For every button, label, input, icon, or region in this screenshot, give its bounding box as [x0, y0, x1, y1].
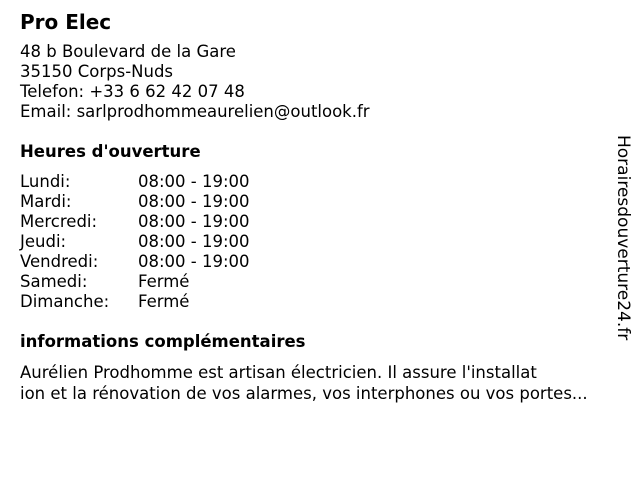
info-title: informations complémentaires: [20, 332, 306, 351]
hours-table: [20, 172, 610, 312]
hours-time: Fermé: [138, 292, 190, 311]
hours-day: Jeudi:: [20, 232, 67, 251]
email-line: Email: sarlprodhommeaurelien@outlook.fr: [20, 102, 370, 121]
hours-row: [20, 292, 610, 312]
hours-row: [20, 172, 610, 192]
hours-row: [20, 192, 610, 212]
hours-day: Samedi:: [20, 272, 88, 291]
hours-day: Mardi:: [20, 192, 72, 211]
hours-day: Lundi:: [20, 172, 71, 191]
watermark-text: Horairesdouverture24.fr: [613, 135, 633, 341]
hours-row: [20, 212, 610, 232]
info-description: Aurélien Prodhomme est artisan électricien. Il assure l'installat ion et la rénovation de vos alarmes, vos interphones ou vos portes...: [20, 363, 588, 403]
business-name: Pro Elec: [20, 10, 112, 34]
hours-day: Mercredi:: [20, 212, 98, 231]
hours-time: 08:00 - 19:00: [138, 172, 250, 191]
hours-time: 08:00 - 19:00: [138, 212, 250, 231]
address-line-2: 35150 Corps-Nuds: [20, 62, 174, 81]
business-card: [20, 8, 610, 404]
hours-row: [20, 232, 610, 252]
address-line-1: 48 b Boulevard de la Gare: [20, 42, 236, 61]
hours-title: Heures d'ouverture: [20, 142, 201, 161]
hours-day: Dimanche:: [20, 292, 110, 311]
hours-day: Vendredi:: [20, 252, 99, 271]
phone-line: Telefon: +33 6 62 42 07 48: [20, 82, 245, 101]
hours-time: 08:00 - 19:00: [138, 232, 250, 251]
hours-time: 08:00 - 19:00: [138, 252, 250, 271]
hours-time: 08:00 - 19:00: [138, 192, 250, 211]
hours-row: [20, 252, 610, 272]
hours-time: Fermé: [138, 272, 190, 291]
hours-row: [20, 272, 610, 292]
